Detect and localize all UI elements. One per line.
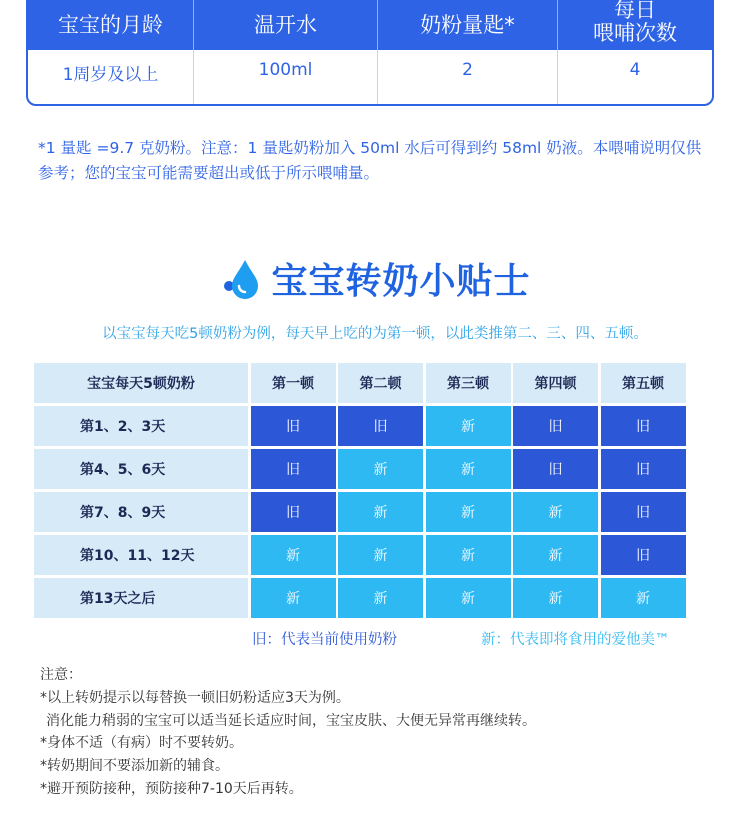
note-line: *身体不适（有病）时不要转奶。: [40, 735, 243, 752]
note-line: *转奶期间不要添加新的辅食。: [40, 758, 229, 775]
day-range-label: 第13天之后: [34, 578, 248, 619]
tips-title: 宝宝转奶小贴士: [271, 260, 531, 302]
old-formula-cell: 旧: [251, 406, 336, 447]
meal-header: 第五顿: [601, 363, 686, 403]
new-formula-cell: 新: [601, 578, 686, 619]
feeding-table: [26, 0, 714, 106]
footnote: *1 量匙 =9.7 克奶粉。注意：1 量匙奶粉加入 50ml 水后可得到约 58ml 奶液。本喂哺说明仅供参考；您的宝宝可能需要超出或低于所示喂哺量。: [38, 139, 702, 182]
new-formula-cell: 新: [338, 535, 423, 576]
new-formula-cell: 新: [426, 492, 511, 533]
old-formula-cell: 旧: [601, 406, 686, 447]
header-water: 温开水: [194, 0, 378, 50]
note-line: *以上转奶提示以每替换一顿旧奶粉适应3天为例。: [40, 689, 350, 706]
new-formula-cell: 新: [251, 578, 336, 619]
new-formula-cell: 新: [251, 535, 336, 576]
water-drop-icon: [219, 256, 263, 300]
new-formula-cell: 新: [338, 492, 423, 533]
header-age: 宝宝的月龄: [28, 0, 194, 50]
day-range-label: 第7、8、9天: [34, 492, 248, 533]
new-formula-cell: 新: [426, 449, 511, 490]
feeding-table-row: [28, 50, 712, 104]
meal-header: 第一顿: [251, 363, 336, 403]
new-formula-cell: 新: [426, 578, 511, 619]
old-formula-cell: 旧: [513, 449, 598, 490]
new-formula-cell: 新: [338, 578, 423, 619]
new-formula-cell: 新: [338, 449, 423, 490]
new-formula-cell: 新: [513, 578, 598, 619]
old-formula-cell: 旧: [513, 406, 598, 447]
cell-water: 100ml: [194, 50, 378, 104]
new-formula-cell: 新: [426, 535, 511, 576]
old-formula-cell: 旧: [251, 449, 336, 490]
cell-age: 1周岁及以上: [28, 50, 194, 104]
header-scoops: 奶粉量匙*: [378, 0, 558, 50]
note-line: 消化能力稍弱的宝宝可以适当延长适应时间，宝宝皮肤、大便无异常再继续转。: [46, 712, 536, 729]
notes-heading: 注意：: [40, 667, 82, 683]
new-formula-cell: 新: [426, 406, 511, 447]
header-times: [558, 0, 712, 50]
meal-header: 第三顿: [426, 363, 511, 403]
meal-header: 第二顿: [338, 363, 423, 403]
tips-heading: [0, 250, 750, 306]
new-formula-cell: 新: [513, 535, 598, 576]
day-range-label: 第10、11、12天: [34, 535, 248, 576]
day-range-label: 第4、5、6天: [34, 449, 248, 490]
corner-label: 宝宝每天5顿奶粉: [34, 363, 248, 403]
note-line: *避开预防接种，预防接种7-10天后再转。: [40, 780, 303, 797]
legend-new: 新：代表即将食用的爱他美™: [481, 632, 670, 648]
legend-old: 旧：代表当前使用奶粉: [252, 632, 397, 648]
feeding-table-header: [28, 0, 712, 50]
old-formula-cell: 旧: [251, 492, 336, 533]
header-times-top: 每日: [614, 0, 656, 22]
header-times-bottom: 喂哺次数: [593, 21, 677, 45]
old-formula-cell: 旧: [601, 535, 686, 576]
old-formula-cell: 旧: [338, 406, 423, 447]
cell-scoops: 2: [378, 50, 558, 104]
cell-times: 4: [629, 60, 641, 80]
notes: [40, 664, 536, 801]
day-range-label: 第1、2、3天: [34, 406, 248, 447]
tips-subtitle: 以宝宝每天吃5顿奶粉为例，每天早上吃的为第一顿，以此类推第二、三、四、五顿。: [102, 326, 648, 342]
new-formula-cell: 新: [513, 492, 598, 533]
old-formula-cell: 旧: [601, 492, 686, 533]
old-formula-cell: 旧: [601, 449, 686, 490]
meal-header: 第四顿: [513, 363, 598, 403]
